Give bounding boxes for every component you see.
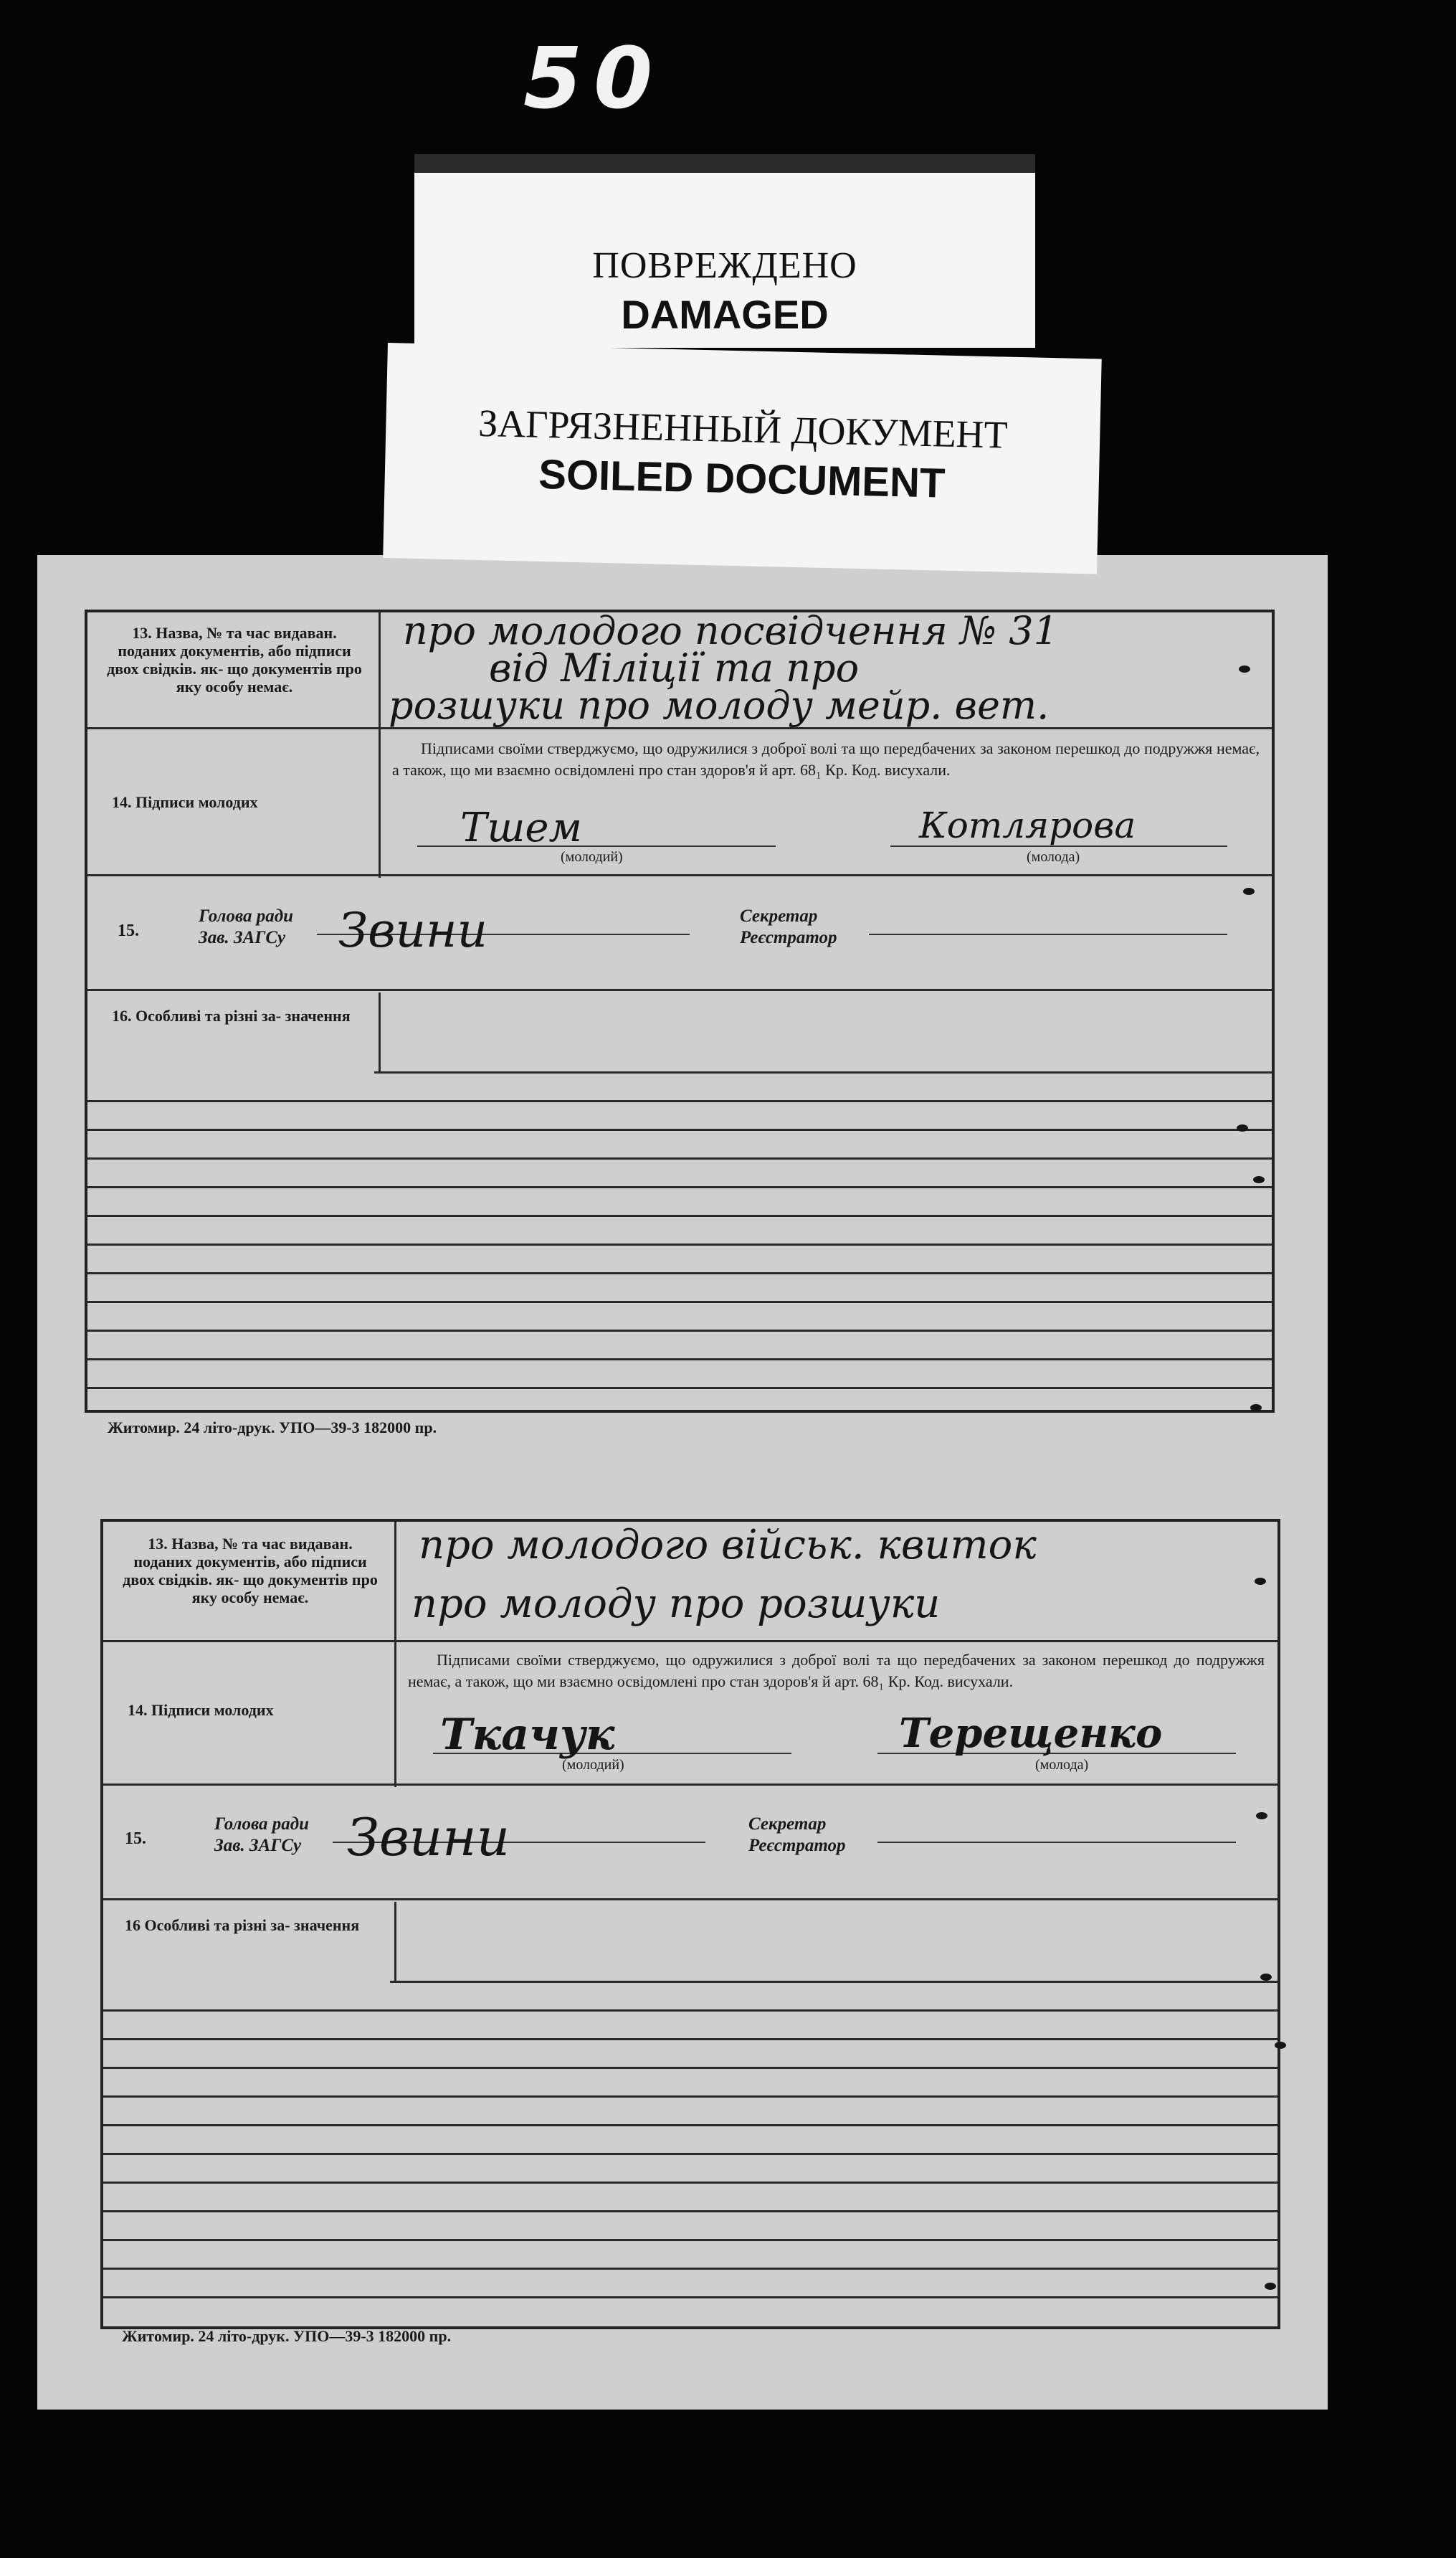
- item-14-label: 14. Підписи молодих: [112, 793, 258, 811]
- groom-signature: Ткачук: [440, 1710, 615, 1760]
- damaged-stamp: [414, 154, 1035, 348]
- declaration-text: Підписами своїми стверджуємо, що одружилися з доброї волі та що передбачених за законом перешкод до подружжя немає, а також, що ми взаємно освідомлені про стан здоров'я й арт. 68₁ Кр. Код. висухали.: [392, 739, 1260, 779]
- bride-signature: Котлярова: [919, 805, 1136, 846]
- binding-hole-mark: [1237, 1124, 1248, 1132]
- binding-hole-mark: [1275, 2042, 1286, 2049]
- registrar-label: Реєстратор: [740, 928, 837, 947]
- item-13-handwriting-line-2: від Міліції та про: [489, 645, 860, 691]
- item-13-handwriting-line-2: про молоду про розшуки: [411, 1581, 941, 1627]
- binding-hole-mark: [1260, 1974, 1272, 1981]
- bride-signature: Терещенко: [899, 1710, 1163, 1757]
- declaration-text: Підписами своїми стверджуємо, що одружилися з доброї волі та що передбачених за законом перешкод до подружжя немає, а також, що ми взаємно освідомлені про стан здоров'я й арт. 68₁ Кр. Код. висухали.: [408, 1651, 1265, 1690]
- registrar-label: Реєстратор: [748, 1836, 846, 1855]
- page-number: 50: [523, 29, 665, 128]
- form-2-footer: Житомир. 24 літо-друк. УПО—39-3 182000 пр.: [122, 2327, 452, 2345]
- bride-caption: (молода): [1035, 1757, 1089, 1773]
- binding-hole-mark: [1250, 1404, 1262, 1411]
- binding-hole-mark: [1256, 1812, 1267, 1819]
- binding-hole-mark: [1243, 888, 1255, 895]
- secretary-label: Секретар: [748, 1814, 827, 1834]
- head-signature: Звини: [338, 903, 488, 958]
- soiled-stamp-ru: ЗАГРЯЗНЕННЫЙ ДОКУМЕНТ: [477, 401, 1009, 457]
- groom-caption: (молодий): [561, 849, 623, 865]
- head-label: Голова ради: [214, 1814, 310, 1834]
- item-13-handwriting-line-1: про молодого військ. квиток: [419, 1522, 1037, 1568]
- item-15-number: 15.: [118, 922, 139, 940]
- marriage-record-1: [85, 610, 1275, 1413]
- damaged-stamp-ru: ПОВРЕЖДЕНО: [592, 245, 857, 286]
- form-1-footer: Житомир. 24 літо-друк. УПО—39-3 182000 пр.: [108, 1418, 437, 1436]
- binding-hole-mark: [1255, 1578, 1266, 1585]
- bride-caption: (молода): [1027, 849, 1080, 865]
- item-13-label: 13. Назва, № та час видаван. поданих документів, або підписи двох свідків. як- що документів про яку особу немає.: [107, 624, 362, 696]
- soiled-stamp: [383, 343, 1102, 574]
- groom-signature: Тшем: [460, 805, 582, 851]
- zags-label: Зав. ЗАГСу: [199, 928, 286, 947]
- head-label: Голова ради: [199, 906, 294, 926]
- item-13-label: 13. Назва, № та час видаван. поданих документів, або підписи двох свідків. як- що документів про яку особу немає.: [123, 1535, 378, 1606]
- item-13-handwriting-line-1: про молодого посвідчення № 31: [403, 608, 1058, 653]
- damaged-stamp-en: DAMAGED: [621, 292, 829, 337]
- groom-caption: (молодий): [562, 1757, 624, 1773]
- binding-hole-mark: [1239, 665, 1250, 673]
- item-13-handwriting-line-3: розшуки про молоду мейр. вет.: [389, 683, 1050, 728]
- item-16-label: 16 Особливі та різні за- значення: [125, 1916, 360, 1934]
- marriage-record-2: [100, 1519, 1280, 2329]
- soiled-stamp-en: SOILED DOCUMENT: [538, 450, 946, 507]
- zags-label: Зав. ЗАГСу: [214, 1836, 302, 1855]
- secretary-label: Секретар: [740, 906, 818, 926]
- binding-hole-mark: [1265, 2283, 1276, 2290]
- item-14-label: 14. Підписи молодих: [128, 1701, 274, 1719]
- binding-hole-mark: [1253, 1176, 1265, 1183]
- head-signature: Звини: [347, 1807, 510, 1867]
- item-16-label: 16. Особливі та різні за- значення: [112, 1007, 351, 1025]
- item-15-number: 15.: [125, 1829, 146, 1848]
